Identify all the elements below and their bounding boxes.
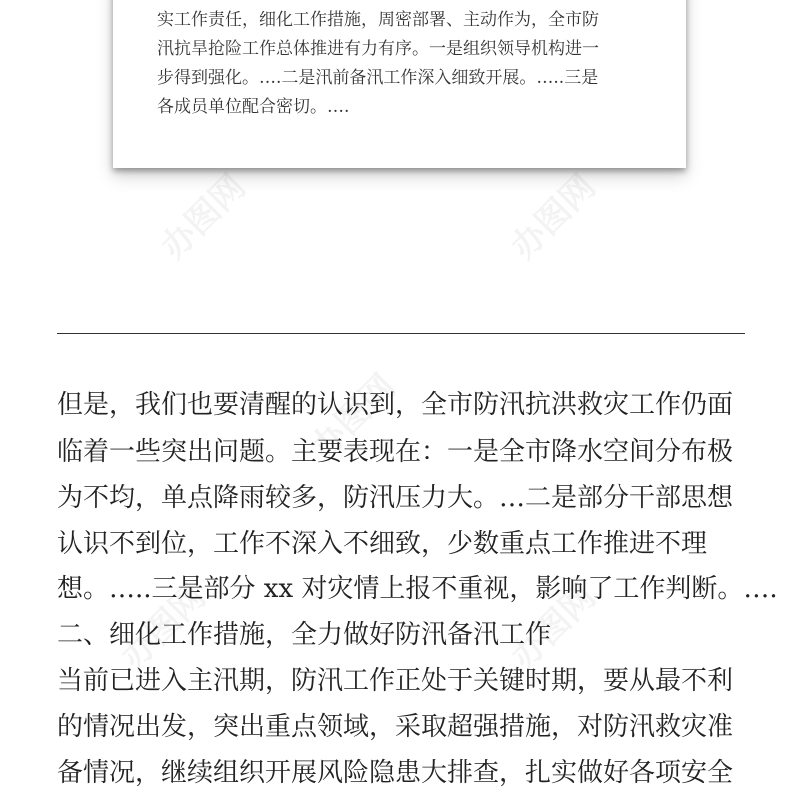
body-line: 临着一些突出问题。主要表现在：一是全市降水空间分布极	[57, 437, 734, 467]
quote-card	[113, 0, 686, 168]
card-line: 汛抗旱抢险工作总体推进有力有序。一是组织领导机构进一	[157, 39, 599, 59]
body-line: 但是，我们也要清醒的认识到，全市防汛抗洪救灾工作仍面	[57, 390, 734, 420]
card-line: 步得到强化。….二是汛前备汛工作深入细致开展。…..三是	[157, 68, 599, 88]
watermark	[498, 161, 605, 268]
body-line: 备情况，继续组织开展风险隐患大排查，扎实做好各项安全	[57, 758, 734, 788]
section-heading: 二、细化工作措施，全力做好防汛备汛工作	[57, 620, 552, 650]
body-line: 认识不到位，工作不深入不细致，少数重点工作推进不理	[57, 529, 708, 559]
body-line: 想。…..三是部分 xx 对灾情上报不重视，影响了工作判断。….	[57, 574, 778, 604]
card-line: 实工作责任，细化工作措施，周密部署、主动作为，全市防	[157, 10, 599, 30]
section-divider	[57, 333, 745, 334]
body-line: 的情况出发，突出重点领域，采取超强措施，对防汛救灾准	[57, 712, 734, 742]
body-line: 为不均，单点降雨较多，防汛压力大。…二是部分干部思想	[57, 483, 734, 513]
watermark	[148, 161, 255, 268]
card-line: 各成员单位配合密切。….	[157, 97, 350, 117]
body-line: 当前已进入主汛期，防汛工作正处于关键时期，要从最不利	[57, 666, 734, 696]
